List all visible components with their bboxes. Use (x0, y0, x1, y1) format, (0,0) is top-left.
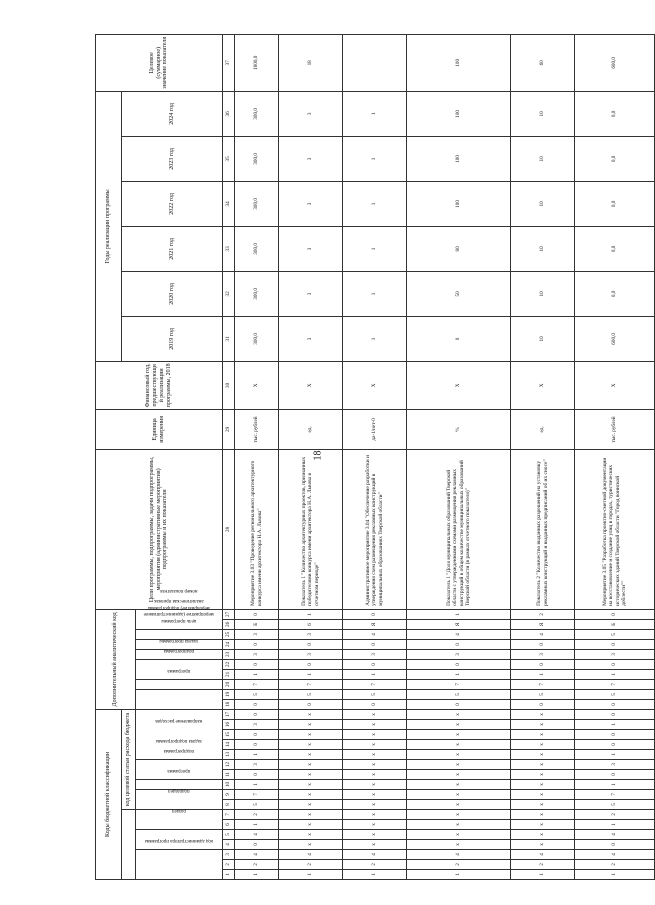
code-cell: x (343, 820, 407, 830)
code-cell: 1 (575, 820, 655, 830)
code-cell: 0 (575, 659, 655, 669)
year-value-cell: 100 (407, 91, 511, 136)
code-cell: 4 (343, 629, 407, 639)
table-row (343, 34, 407, 879)
code-cell: x (511, 840, 575, 850)
year-value-cell: 3 (279, 226, 343, 271)
code-cell: 0 (343, 639, 407, 649)
vertical-header: задача подпрограммы (136, 760, 223, 780)
year-value-cell: 300,0 (235, 181, 279, 226)
code-cell: 1 (279, 609, 343, 619)
code-cell: x (407, 820, 511, 830)
code-cell: x (407, 840, 511, 850)
code-cell: x (343, 760, 407, 770)
code-cell: 0 (343, 699, 407, 709)
year-value-cell: 80 (407, 226, 511, 271)
code-cell: 1 (575, 750, 655, 760)
code-cell: 4 (343, 850, 407, 860)
code-cell: 1 (575, 720, 655, 730)
code-cell: 3 (511, 649, 575, 659)
year-value-cell: 0,0 (575, 226, 655, 271)
goal-cell: Мероприятие 3.05 "Разработка проектно-сметной документации на восстановление и создание улиц в городах, туристических исторических зданий Тверской области "Город воинской доблести"" (575, 449, 655, 609)
year-header: 2019 год (122, 316, 223, 361)
code-cell: 4 (407, 850, 511, 860)
year-value-cell: 0,0 (575, 271, 655, 316)
page-number: 18 (312, 450, 324, 461)
code-cell: 0 (511, 639, 575, 649)
code-cell: 0 (575, 639, 655, 649)
code-cell: 7 (511, 679, 575, 689)
code-cell: x (343, 830, 407, 840)
code-cell: x (343, 790, 407, 800)
code-cell: 0 (235, 730, 279, 740)
year-value-cell: 3 (279, 91, 343, 136)
column-number: 22 (223, 659, 235, 669)
code-cell: x (511, 780, 575, 790)
vertical-header: мероприятие (административное мероприятие) подпрограммы (136, 639, 223, 649)
code-cell: x (511, 800, 575, 810)
column-number: 12 (223, 760, 235, 770)
code-cell: x (407, 750, 511, 760)
column-number: 5 (223, 830, 235, 840)
year-value-cell: 10 (511, 91, 575, 136)
vertical-header: номер показателя (136, 609, 223, 629)
code-cell: 2 (511, 609, 575, 619)
column-number: 13 (223, 750, 235, 760)
code-cell: x (511, 750, 575, 760)
code-cell: x (407, 810, 511, 820)
code-cell: 4 (279, 850, 343, 860)
code-cell: 0 (575, 609, 655, 619)
column-number: 30 (223, 361, 235, 409)
code-cell: x (407, 709, 511, 719)
year-value-cell: 0,0 (575, 181, 655, 226)
code-cell: x (279, 709, 343, 719)
code-cell: 7 (343, 679, 407, 689)
code-cell: 1 (575, 780, 655, 790)
target-code-header: код целевой статьи расхода бюджета (122, 709, 136, 809)
budget-codes-spacer (122, 810, 136, 880)
code-cell: 0 (575, 770, 655, 780)
fin-year-cell: X (511, 361, 575, 409)
code-cell: 3 (407, 649, 511, 659)
year-value-cell: 300,0 (235, 136, 279, 181)
vertical-header: подраздел (136, 810, 223, 830)
code-cell: x (407, 770, 511, 780)
unit-cell: ед. (511, 409, 575, 449)
code-cell: 0 (575, 730, 655, 740)
code-cell: 1 (235, 750, 279, 760)
code-cell: 7 (575, 790, 655, 800)
code-cell: x (407, 830, 511, 840)
code-cell: x (279, 790, 343, 800)
code-cell: x (343, 770, 407, 780)
code-cell: 1 (407, 609, 511, 619)
code-cell: 2 (235, 860, 279, 870)
code-cell: 5 (279, 689, 343, 699)
code-cell: 0 (235, 609, 279, 619)
code-cell: 1 (235, 870, 279, 880)
year-value-cell: 100 (407, 136, 511, 181)
code-cell: x (279, 750, 343, 760)
code-cell: x (279, 800, 343, 810)
code-cell: x (407, 800, 511, 810)
code-cell: x (343, 750, 407, 760)
fin-year-cell: X (279, 361, 343, 409)
vertical-header: код администратора программы (136, 850, 223, 880)
code-cell: 3 (279, 629, 343, 639)
code-cell: x (407, 730, 511, 740)
unit-cell: да-1/нет-0 (343, 409, 407, 449)
code-cell: 0 (235, 659, 279, 669)
unit-cell: тыс. рублей (235, 409, 279, 449)
code-cell: 7 (279, 679, 343, 689)
code-cell: 2 (407, 860, 511, 870)
year-value-cell: 10 (511, 181, 575, 226)
table-row (511, 34, 575, 879)
column-number: 37 (223, 34, 235, 91)
column-number: 3 (223, 850, 235, 860)
code-cell: x (279, 770, 343, 780)
target-value-cell (343, 34, 407, 91)
year-value-cell: 100 (407, 181, 511, 226)
year-header: 2023 год (122, 136, 223, 181)
code-cell: x (279, 760, 343, 770)
column-number: 9 (223, 790, 235, 800)
year-value-cell: 1 (343, 136, 407, 181)
goal-cell: Показатель 2 "Количество выданных разрешений на установку рекламных конструкций и выданных предписаний об их сносе" (511, 449, 575, 609)
code-cell: 0 (235, 639, 279, 649)
code-cell: x (279, 780, 343, 790)
code-cell: 3 (279, 649, 343, 659)
additional-code-header: Дополнительный аналитический код (96, 609, 136, 709)
code-cell: 4 (511, 629, 575, 639)
code-cell: 2 (343, 860, 407, 870)
code-cell: x (407, 760, 511, 770)
column-number: 15 (223, 730, 235, 740)
code-cell: x (343, 720, 407, 730)
table-row (279, 34, 343, 879)
code-cell: 2 (575, 860, 655, 870)
column-number: 35 (223, 136, 235, 181)
code-cell: x (407, 780, 511, 790)
code-cell: x (511, 740, 575, 750)
code-cell: 0 (279, 659, 343, 669)
code-cell: x (279, 810, 343, 820)
code-cell: 5 (343, 689, 407, 699)
code-cell: 0 (235, 840, 279, 850)
code-cell: 0 (343, 659, 407, 669)
goal-cell: Мероприятие 3.03 "Проведение регионального архитектурного конкурса имени архитектора Н.А. Львова" (235, 449, 279, 609)
vertical-header: аналитическая признак (136, 629, 223, 639)
code-cell: Я (407, 619, 511, 629)
year-value-cell: 0,0 (575, 136, 655, 181)
year-value-cell: 3 (279, 316, 343, 361)
code-cell: 1 (279, 669, 343, 679)
code-cell: Я (511, 619, 575, 629)
code-cell: 1 (407, 669, 511, 679)
column-number: 17 (223, 709, 235, 719)
code-cell: x (343, 800, 407, 810)
vertical-header: подпрограмма (136, 679, 223, 689)
fin-year-header: Финансовый год, предшествующий реализации программы, 2018 (96, 361, 223, 409)
code-cell: x (343, 840, 407, 850)
years-header: Годы реализации программы (96, 91, 122, 361)
code-cell: 5 (575, 629, 655, 639)
column-number: 4 (223, 840, 235, 850)
code-cell: 2 (511, 860, 575, 870)
code-cell: 0 (407, 659, 511, 669)
code-cell: x (343, 709, 407, 719)
goal-cell: Административное мероприятие 3.04 "Обеспечение разработки и утверждения схем размещения рекламных конструкций в муниципальных образованиях Тверской области" (343, 449, 407, 609)
year-header: 2021 год (122, 226, 223, 271)
column-number: 6 (223, 820, 235, 830)
vertical-header: направление расходов (136, 709, 223, 759)
code-cell: 6 (279, 619, 343, 629)
column-number: 29 (223, 409, 235, 449)
code-cell: 4 (235, 830, 279, 840)
code-cell: 0 (575, 699, 655, 709)
code-cell: 7 (407, 679, 511, 689)
code-cell: 7 (575, 679, 655, 689)
code-cell: 4 (235, 850, 279, 860)
code-cell: 1 (235, 780, 279, 790)
year-value-cell: 1 (343, 181, 407, 226)
year-value-cell: 1 (343, 271, 407, 316)
code-cell: 0 (235, 709, 279, 719)
code-cell: x (511, 709, 575, 719)
year-value-cell: 0 (407, 316, 511, 361)
code-cell: 2 (575, 810, 655, 820)
code-cell: x (343, 740, 407, 750)
code-cell: x (407, 740, 511, 750)
code-cell: Б (235, 619, 279, 629)
code-cell: x (343, 780, 407, 790)
vertical-header: цель программы (136, 649, 223, 659)
fin-year-cell: X (407, 361, 511, 409)
code-cell: 0 (407, 699, 511, 709)
column-number: 2 (223, 860, 235, 870)
code-cell: 3 (235, 760, 279, 770)
column-number: 26 (223, 619, 235, 629)
code-cell: 4 (575, 850, 655, 860)
code-cell: x (511, 730, 575, 740)
column-number: 21 (223, 669, 235, 679)
code-cell: 0 (235, 740, 279, 750)
code-cell: 5 (235, 689, 279, 699)
code-cell: 2 (235, 810, 279, 820)
code-cell: 0 (511, 659, 575, 669)
code-cell: 3 (235, 649, 279, 659)
code-cell: 3 (575, 649, 655, 659)
column-number: 16 (223, 720, 235, 730)
year-value-cell: 300,0 (235, 316, 279, 361)
table-row (407, 34, 511, 879)
program-table (95, 34, 655, 880)
code-cell: x (279, 820, 343, 830)
goal-cell: Показатель 1 "Количество архитектурных проектов, признанных победителями конкурса имени архитектора Н.А. Львова в отчетном периоде" (279, 449, 343, 609)
column-number: 25 (223, 629, 235, 639)
code-cell: x (343, 730, 407, 740)
column-number: 32 (223, 271, 235, 316)
column-number: 34 (223, 181, 235, 226)
code-cell: x (279, 840, 343, 850)
unit-cell: ед. (279, 409, 343, 449)
table-row (235, 34, 279, 879)
code-cell: 4 (511, 850, 575, 860)
column-number: 20 (223, 679, 235, 689)
year-value-cell: 10 (511, 316, 575, 361)
column-number: 28 (223, 449, 235, 609)
code-cell: 0 (235, 699, 279, 709)
column-number: 33 (223, 226, 235, 271)
code-cell: 7 (235, 790, 279, 800)
code-cell: 0 (407, 639, 511, 649)
year-value-cell: 300,0 (235, 271, 279, 316)
code-cell: x (279, 830, 343, 840)
year-value-cell: 3 (279, 271, 343, 316)
unit-cell: % (407, 409, 511, 449)
column-number: 10 (223, 780, 235, 790)
code-cell: 0 (279, 699, 343, 709)
column-number: 8 (223, 800, 235, 810)
column-number: 14 (223, 740, 235, 750)
code-cell: x (511, 790, 575, 800)
code-cell: 3 (575, 760, 655, 770)
year-header: 2024 год (122, 91, 223, 136)
column-number: 7 (223, 810, 235, 820)
code-cell: 1 (511, 669, 575, 679)
code-cell: 1 (407, 870, 511, 880)
vertical-header: программа (136, 689, 223, 709)
fin-year-cell: X (575, 361, 655, 409)
column-number: 18 (223, 699, 235, 709)
target-value-cell: 100 (407, 34, 511, 91)
code-cell: 1 (235, 820, 279, 830)
code-cell: 1 (575, 870, 655, 880)
code-cell: 7 (235, 679, 279, 689)
code-cell: 0 (575, 709, 655, 719)
goal-cell: Показатель 1 "Доля муниципальных образований Тверской области с утвержденными схемами размещения рекламных конструкций в общем количестве муниципальных образований Тверской области (в рамках отчетного показателя)" (407, 449, 511, 609)
code-cell: x (511, 810, 575, 820)
vertical-header: подпрограмма (136, 780, 223, 790)
target-value-cell: 18 (279, 34, 343, 91)
code-cell: 4 (575, 830, 655, 840)
code-cell: 1 (511, 870, 575, 880)
code-cell: 5 (511, 689, 575, 699)
goals-header: Цели программы, подпрограммы, задачи подпрограммы, мероприятия (административные мероприятия) подпрограммы и их показатели (96, 449, 223, 609)
year-value-cell: 0,0 (575, 91, 655, 136)
code-cell: 4 (407, 629, 511, 639)
code-cell: 5 (575, 689, 655, 699)
code-cell: 5 (407, 689, 511, 699)
code-cell: 3 (235, 629, 279, 639)
code-cell: 5 (235, 800, 279, 810)
code-cell: Б (575, 619, 655, 629)
year-value-cell: 50 (407, 271, 511, 316)
code-cell: 5 (575, 800, 655, 810)
code-cell: 0 (575, 840, 655, 850)
code-cell: 0 (343, 609, 407, 619)
unit-header: Единица измерения (96, 409, 223, 449)
code-cell: x (511, 760, 575, 770)
vertical-header: раздел (136, 830, 223, 850)
code-cell: x (407, 720, 511, 730)
code-cell: x (343, 810, 407, 820)
code-cell: 1 (279, 870, 343, 880)
target-value-cell: 60 (511, 34, 575, 91)
code-cell: 1 (343, 870, 407, 880)
code-cell: 2 (279, 860, 343, 870)
column-number: 27 (223, 609, 235, 619)
fin-year-cell: X (343, 361, 407, 409)
code-cell: 0 (279, 639, 343, 649)
year-value-cell: 300,0 (235, 226, 279, 271)
year-value-cell: 10 (511, 136, 575, 181)
code-cell: 1 (575, 669, 655, 679)
code-cell: 1 (235, 669, 279, 679)
target-value-cell: 600,0 (575, 34, 655, 91)
program-table-rotated (95, 35, 627, 880)
column-number: 19 (223, 689, 235, 699)
unit-cell: тыс. рублей (575, 409, 655, 449)
code-cell: x (279, 720, 343, 730)
column-number: 36 (223, 91, 235, 136)
year-value-cell: 10 (511, 271, 575, 316)
year-header: 2022 год (122, 181, 223, 226)
year-value-cell: 3 (279, 181, 343, 226)
code-cell: x (407, 790, 511, 800)
column-number: 31 (223, 316, 235, 361)
target-value-cell: 1800,0 (235, 34, 279, 91)
year-value-cell: 300,0 (235, 91, 279, 136)
code-cell: 0 (511, 699, 575, 709)
code-cell: x (511, 820, 575, 830)
year-value-cell: 10 (511, 226, 575, 271)
column-number: 24 (223, 639, 235, 649)
year-value-cell: 1 (343, 226, 407, 271)
code-cell: 0 (235, 770, 279, 780)
column-number: 1 (223, 870, 235, 880)
code-cell: 3 (343, 649, 407, 659)
vertical-header: программа (136, 790, 223, 810)
code-cell: x (279, 730, 343, 740)
code-cell: x (511, 720, 575, 730)
year-value-cell: 3 (279, 136, 343, 181)
year-value-cell: 1 (343, 91, 407, 136)
code-cell: 3 (235, 720, 279, 730)
table-row (575, 34, 655, 879)
year-header: 2020 год (122, 271, 223, 316)
code-cell: x (511, 770, 575, 780)
budget-codes-header: Коды бюджетной классификации (96, 709, 122, 879)
year-value-cell: 600,0 (575, 316, 655, 361)
code-cell: 0 (575, 740, 655, 750)
target-value-header: Целевое (суммарное) значение показателя (96, 34, 223, 91)
code-cell: Я (343, 619, 407, 629)
vertical-header: задача программы (136, 659, 223, 679)
code-cell: 1 (343, 669, 407, 679)
year-value-cell: 1 (343, 316, 407, 361)
code-cell: x (511, 830, 575, 840)
column-number: 23 (223, 649, 235, 659)
fin-year-cell: X (235, 361, 279, 409)
column-number: 11 (223, 770, 235, 780)
code-cell: x (279, 740, 343, 750)
